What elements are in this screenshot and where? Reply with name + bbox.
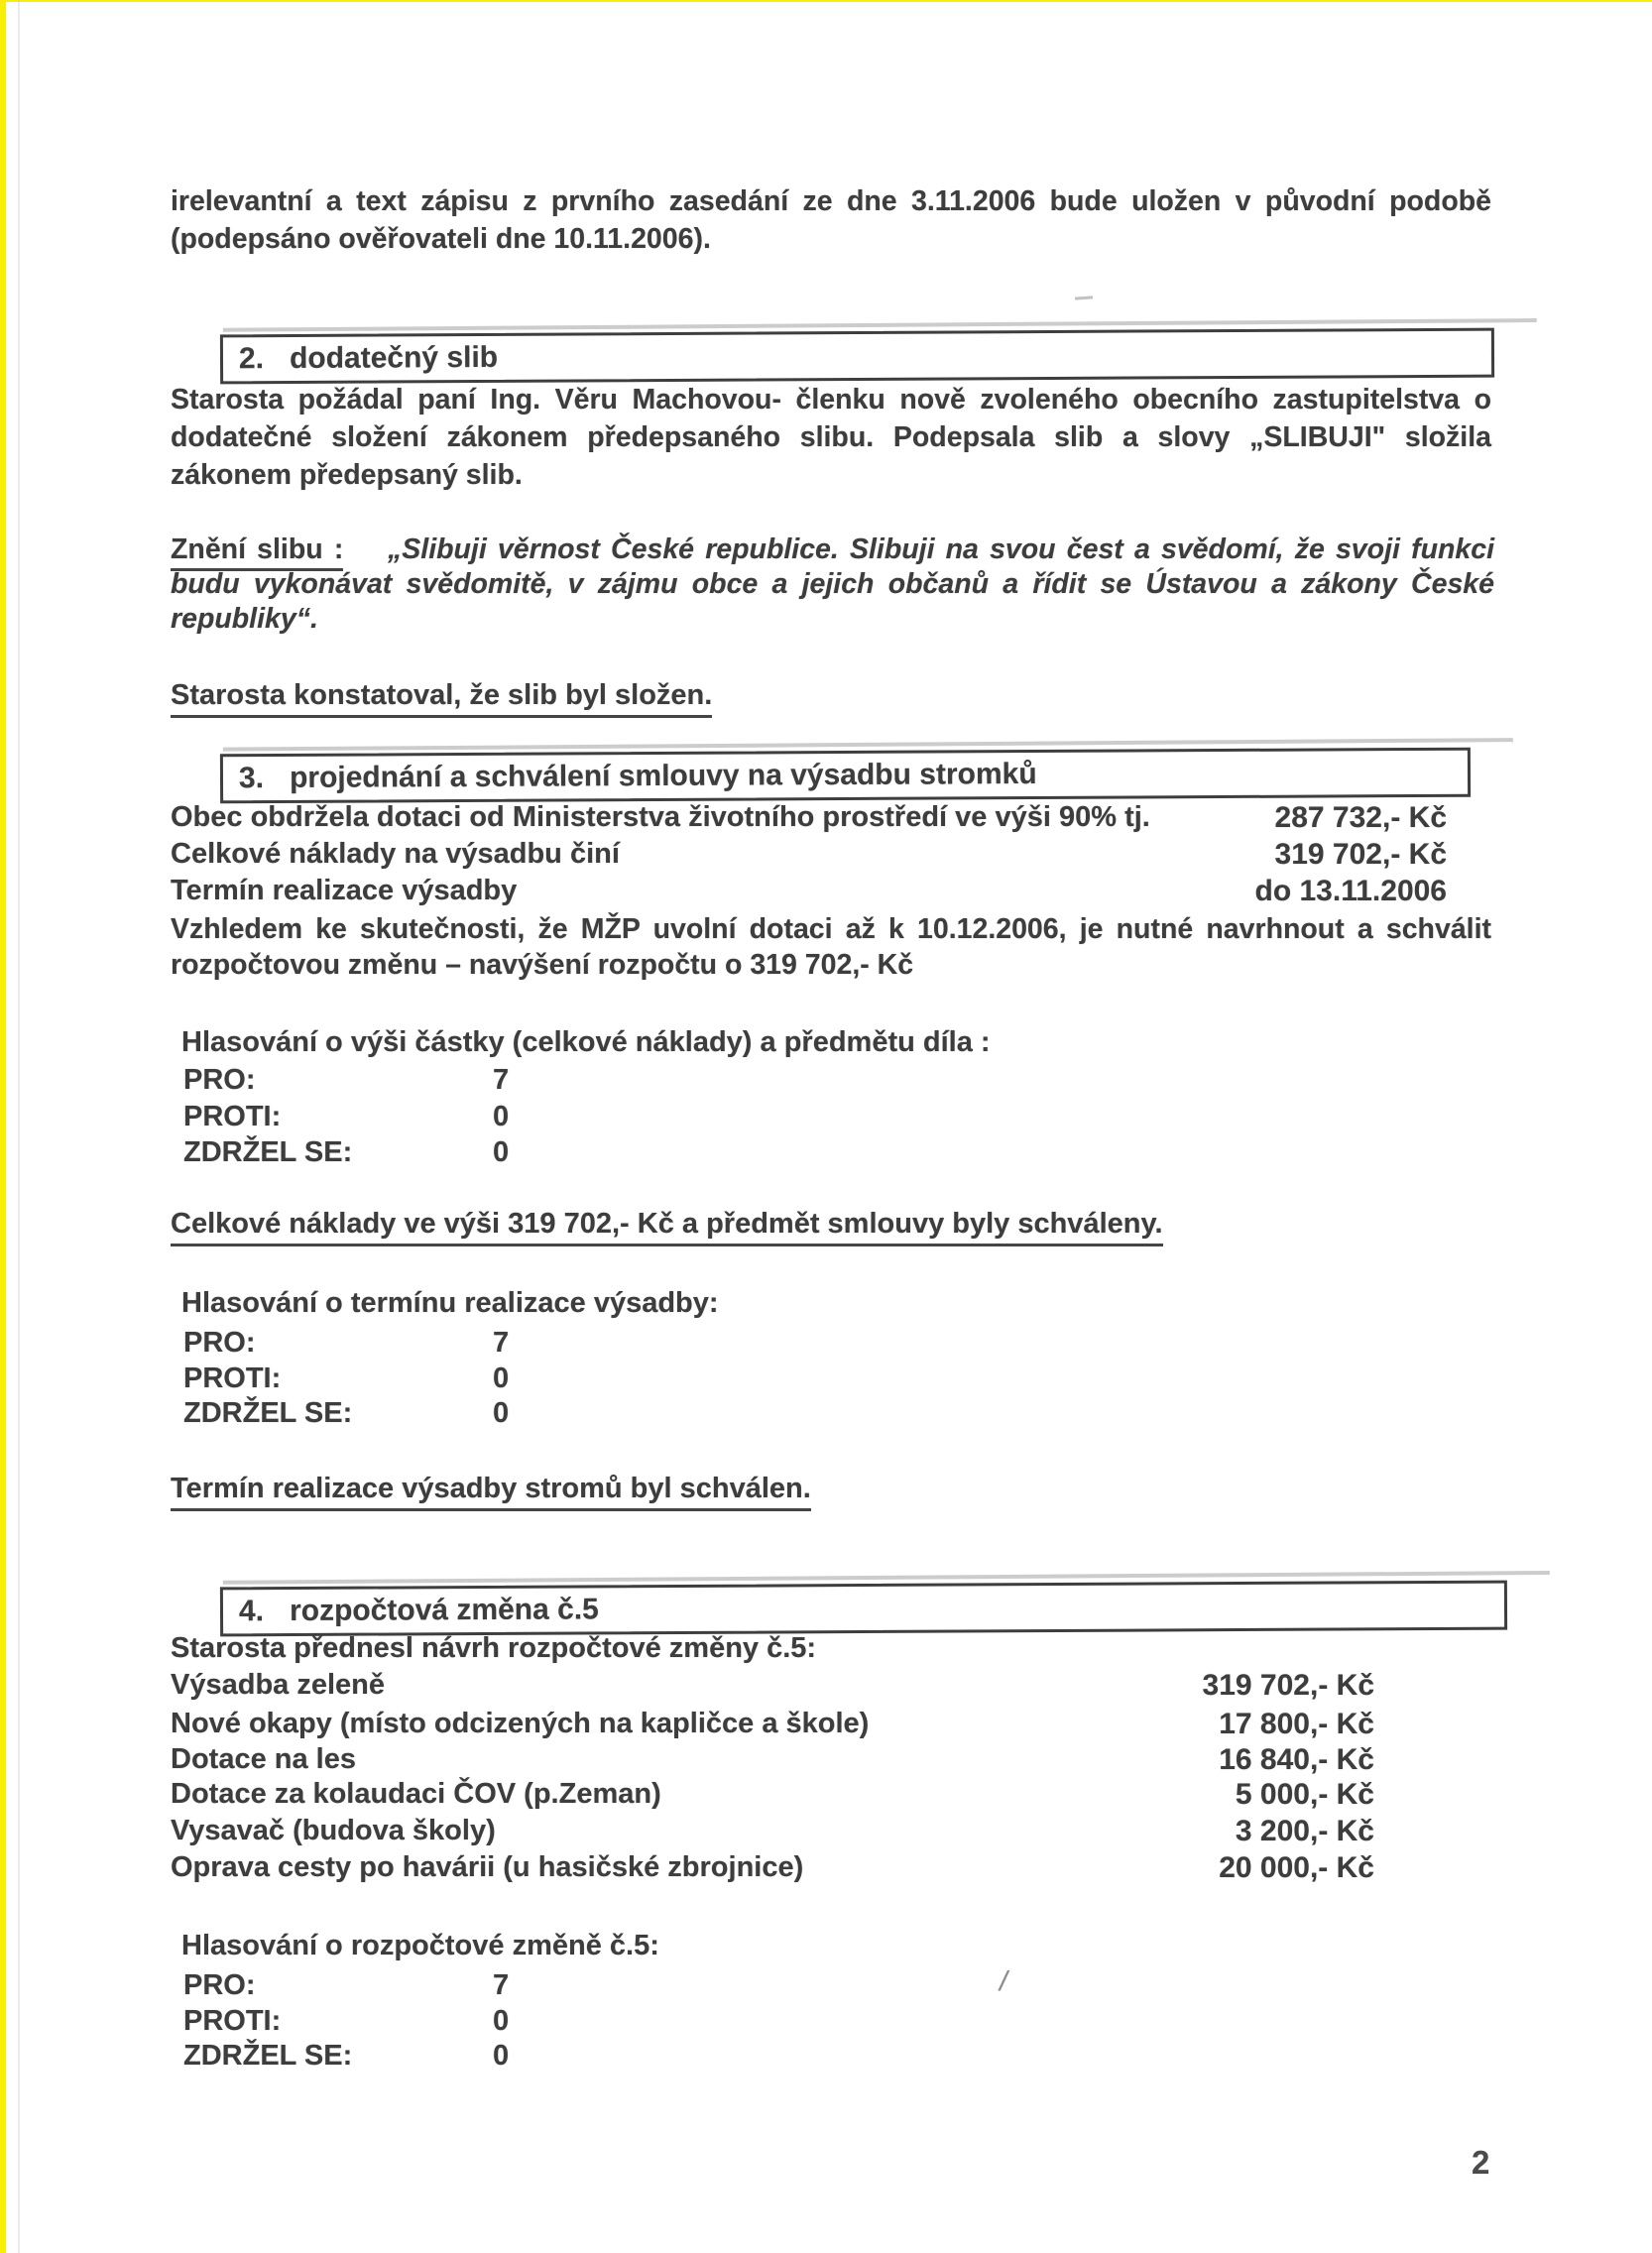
vote-row: [183, 1136, 778, 1169]
vote-count: 0: [493, 1136, 510, 1168]
table-row: [171, 1849, 1493, 1886]
vote-count: 7: [493, 1327, 510, 1359]
scan-fold-line: [18, 0, 20, 2253]
row-label: Dotace na les: [171, 1743, 356, 1775]
row-value: 5 000,- Kč: [1235, 1778, 1374, 1811]
oath-paragraph: [171, 533, 1494, 637]
row-label: Oprava cesty po havárii (u hasičské zbrojnice): [171, 1851, 804, 1883]
row-label: Termín realizace výsadby: [171, 875, 518, 906]
page-number: 2: [1472, 2144, 1490, 2181]
vote-label: PROTI:: [183, 1101, 282, 1132]
vote-count: 0: [493, 1101, 510, 1132]
vote-label: ZDRŽEL SE:: [183, 2040, 353, 2072]
vote-row: [183, 2040, 778, 2073]
oath-text: „Slibuji věrnost České republice. Slibuji na svou čest a svědomí, že svoji funkci budu vykonávat svědomitě, v zájmu obce a jejich občanů a řídit se Ústavou a zákony České republiky“.: [171, 534, 1495, 635]
vote-count: 7: [493, 1064, 510, 1096]
oath-label: Znění slibu :: [171, 534, 343, 571]
intro-paragraph: irelevantní a text zápisu z prvního zasedání ze dne 3.11.2006 bude uložen v původní podobě (podepsáno ověřovateli dne 10.11.2006).: [171, 185, 1491, 255]
section-2-number: 2.: [238, 342, 265, 376]
vote-label: PRO:: [183, 1064, 256, 1096]
vote-count: 0: [493, 2005, 510, 2037]
row-label: Nové okapy (místo odcizených na kapličce a škole): [171, 1708, 870, 1739]
yellow-top-edge: [0, 0, 1652, 2]
vote-row: [183, 1363, 778, 1395]
table-row: [171, 799, 1493, 836]
row-label: Celkové náklady na výsadbu činí: [171, 838, 620, 870]
row-value: do 13.11.2006: [1254, 875, 1447, 907]
vote2-conclusion: Termín realizace výsadby stromů byl schválen.: [171, 1473, 811, 1505]
vote-label: PRO:: [183, 1327, 256, 1359]
table-row: [171, 1813, 1493, 1849]
section-3-title: projednání a schválení smlouvy na výsadbu stromků: [289, 757, 1037, 794]
row-label: Vysavač (budova školy): [171, 1815, 496, 1846]
section-4-title: rozpočtová změna č.5: [289, 1593, 599, 1628]
table-row: [171, 873, 1493, 909]
vote-label: PROTI:: [183, 2005, 282, 2037]
vote-count: 0: [493, 1363, 510, 1394]
vote-row: [183, 1397, 778, 1430]
row-label: Obec obdržela dotaci od Ministerstva životního prostředí ve výši 90% tj.: [171, 801, 1150, 833]
vote-count: 7: [493, 1969, 510, 2001]
table-row: [171, 836, 1493, 873]
vote-label: PRO:: [183, 1969, 256, 2001]
section-3-number: 3.: [238, 762, 265, 795]
section-2-conclusion: Starosta konstatoval, že slib byl složen.: [171, 679, 712, 712]
scan-dash-artifact: [1075, 296, 1093, 299]
table-row: [171, 1776, 1493, 1813]
section-3-heading-box: [220, 748, 1471, 804]
vote-count: 0: [493, 2040, 510, 2072]
row-label: Výsadba zeleně: [171, 1669, 385, 1701]
vote-label: ZDRŽEL SE:: [183, 1397, 353, 1429]
vote-label: ZDRŽEL SE:: [183, 1136, 353, 1168]
vote3-heading: Hlasování o rozpočtové změně č.5:: [181, 1930, 659, 1961]
section-2-body: Starosta požádal paní Ing. Věru Machovou- členku nově zvoleného obecního zastupitelstva o dodatečné složení zákonem předepsaného slibu. Podepsala slib a slovy „SLIBUJI" složila zákonem předepsaný slib.: [171, 384, 1491, 491]
row-label: Dotace za kolaudaci ČOV (p.Zeman): [171, 1778, 661, 1810]
row-value: 319 702,- Kč: [1202, 1669, 1374, 1702]
vote-row: [183, 1327, 778, 1360]
section-4-heading-box: [220, 1581, 1507, 1637]
row-value: 17 800,- Kč: [1219, 1708, 1374, 1740]
yellow-left-edge: [0, 0, 6, 2253]
row-value: 287 732,- Kč: [1274, 801, 1447, 834]
row-value: 16 840,- Kč: [1219, 1743, 1374, 1776]
section-2-title: dodatečný slib: [289, 340, 499, 375]
vote-row: [183, 1101, 778, 1133]
vote-count: 0: [493, 1397, 510, 1429]
section-4-intro: Starosta přednesl návrh rozpočtové změny č.5:: [171, 1632, 817, 1664]
row-value: 20 000,- Kč: [1219, 1851, 1374, 1884]
vote1-heading: Hlasování o výši částky (celkové náklady) a předmětu díla :: [181, 1026, 991, 1058]
section-3-note: Vzhledem ke skutečnosti, že MŽP uvolní dotaci až k 10.12.2006, je nutné navrhnout a schválit rozpočtovou změnu – navýšení rozpočtu o 319 702,- Kč: [171, 913, 1491, 981]
section-2-heading-box: [220, 328, 1494, 385]
row-value: 319 702,- Kč: [1274, 838, 1447, 871]
row-value: 3 200,- Kč: [1235, 1815, 1374, 1847]
table-row: [171, 1667, 1493, 1704]
vote-row: [183, 1064, 778, 1097]
scan-slash-artifact: /: [1000, 1965, 1007, 1996]
section-4-number: 4.: [238, 1595, 265, 1628]
table-row: [171, 1741, 1493, 1778]
vote-label: PROTI:: [183, 1363, 282, 1394]
vote2-heading: Hlasování o termínu realizace výsadby:: [181, 1287, 719, 1319]
vote-row: [183, 2005, 778, 2038]
table-row: [171, 1706, 1493, 1742]
vote-row: [183, 1969, 778, 2002]
vote1-conclusion: Celkové náklady ve výši 319 702,- Kč a předmět smlouvy byly schváleny.: [171, 1208, 1163, 1241]
